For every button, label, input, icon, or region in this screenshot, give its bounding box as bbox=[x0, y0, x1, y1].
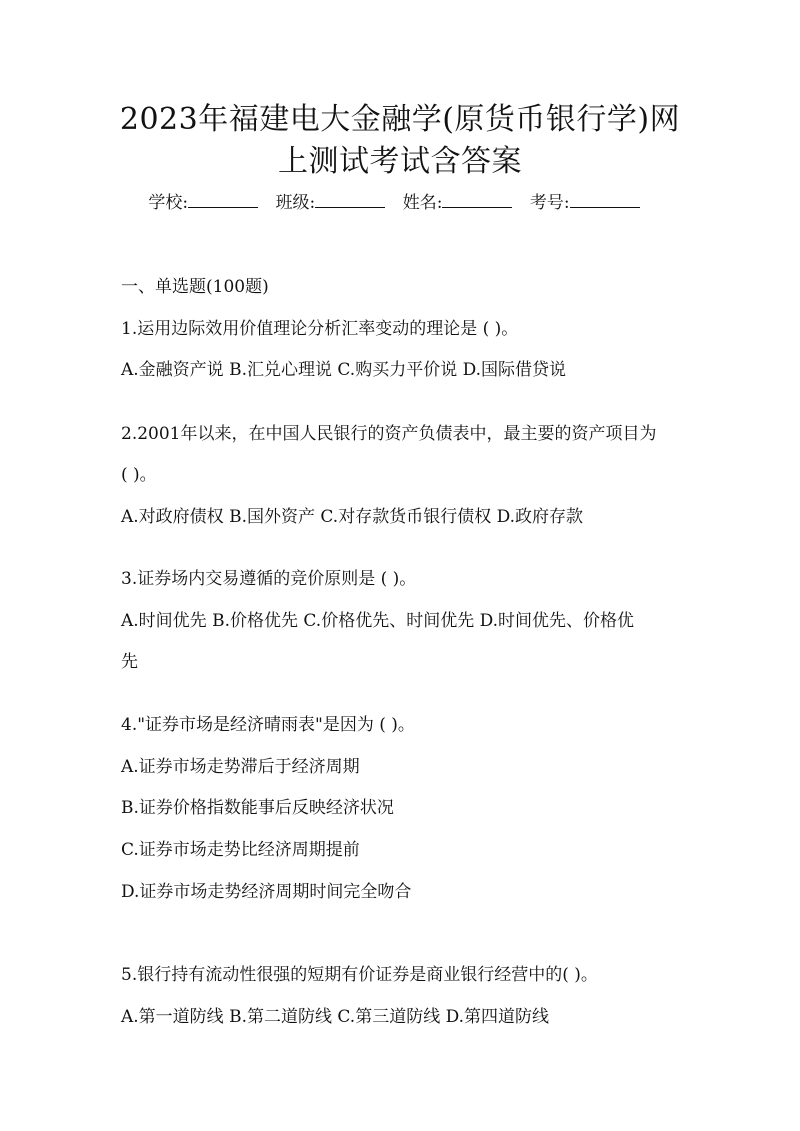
question-3-stem: 3.证券场内交易遵循的竞价原则是 ( )。 bbox=[121, 569, 417, 589]
school-blank bbox=[188, 193, 258, 208]
question-4-option-a: A.证券市场走势滞后于经济周期 bbox=[121, 757, 360, 777]
student-info-row bbox=[0, 188, 800, 213]
question-3-options-cont: 先 bbox=[121, 652, 138, 672]
class-label: 班级: bbox=[275, 193, 316, 213]
question-4-stem: 4."证券市场是经济晴雨表"是因为 ( )。 bbox=[121, 715, 415, 735]
question-5-stem: 5.银行持有流动性很强的短期有价证券是商业银行经营中的( )。 bbox=[121, 965, 598, 985]
question-3-options: A.时间优先 B.价格优先 C.价格优先、时间优先 D.时间优先、价格优 bbox=[121, 611, 635, 631]
question-5-options: A.第一道防线 B.第二道防线 C.第三道防线 D.第四道防线 bbox=[121, 1007, 550, 1027]
name-blank bbox=[442, 193, 512, 208]
exam-number-label: 考号: bbox=[529, 193, 570, 213]
question-2-stem-cont: ( )。 bbox=[121, 465, 157, 485]
document-title-line-2: 上测试考试含答案 bbox=[278, 144, 522, 179]
question-4-option-c: C.证券市场走势比经济周期提前 bbox=[121, 840, 360, 860]
question-2-stem: 2.2001年以来，在中国人民银行的资产负债表中，最主要的资产项目为 bbox=[121, 424, 657, 444]
school-label: 学校: bbox=[148, 193, 189, 213]
question-4-option-b: B.证券价格指数能事后反映经济状况 bbox=[121, 798, 394, 818]
question-2-options: A.对政府债权 B.国外资产 C.对存款货币银行债权 D.政府存款 bbox=[121, 507, 584, 527]
question-1-stem: 1.运用边际效用价值理论分析汇率变动的理论是 ( )。 bbox=[121, 319, 519, 339]
question-1-options: A.金融资产说 B.汇兑心理说 C.购买力平价说 D.国际借贷说 bbox=[121, 360, 567, 380]
name-label: 姓名: bbox=[402, 193, 443, 213]
section-heading: 一、单选题(100题) bbox=[121, 277, 269, 297]
document-title-line-1: 2023年福建电大金融学(原货币银行学)网 bbox=[119, 102, 681, 137]
exam-number-blank bbox=[570, 193, 640, 208]
question-4-option-d: D.证券市场走势经济周期时间完全吻合 bbox=[121, 882, 412, 902]
class-blank bbox=[315, 193, 385, 208]
